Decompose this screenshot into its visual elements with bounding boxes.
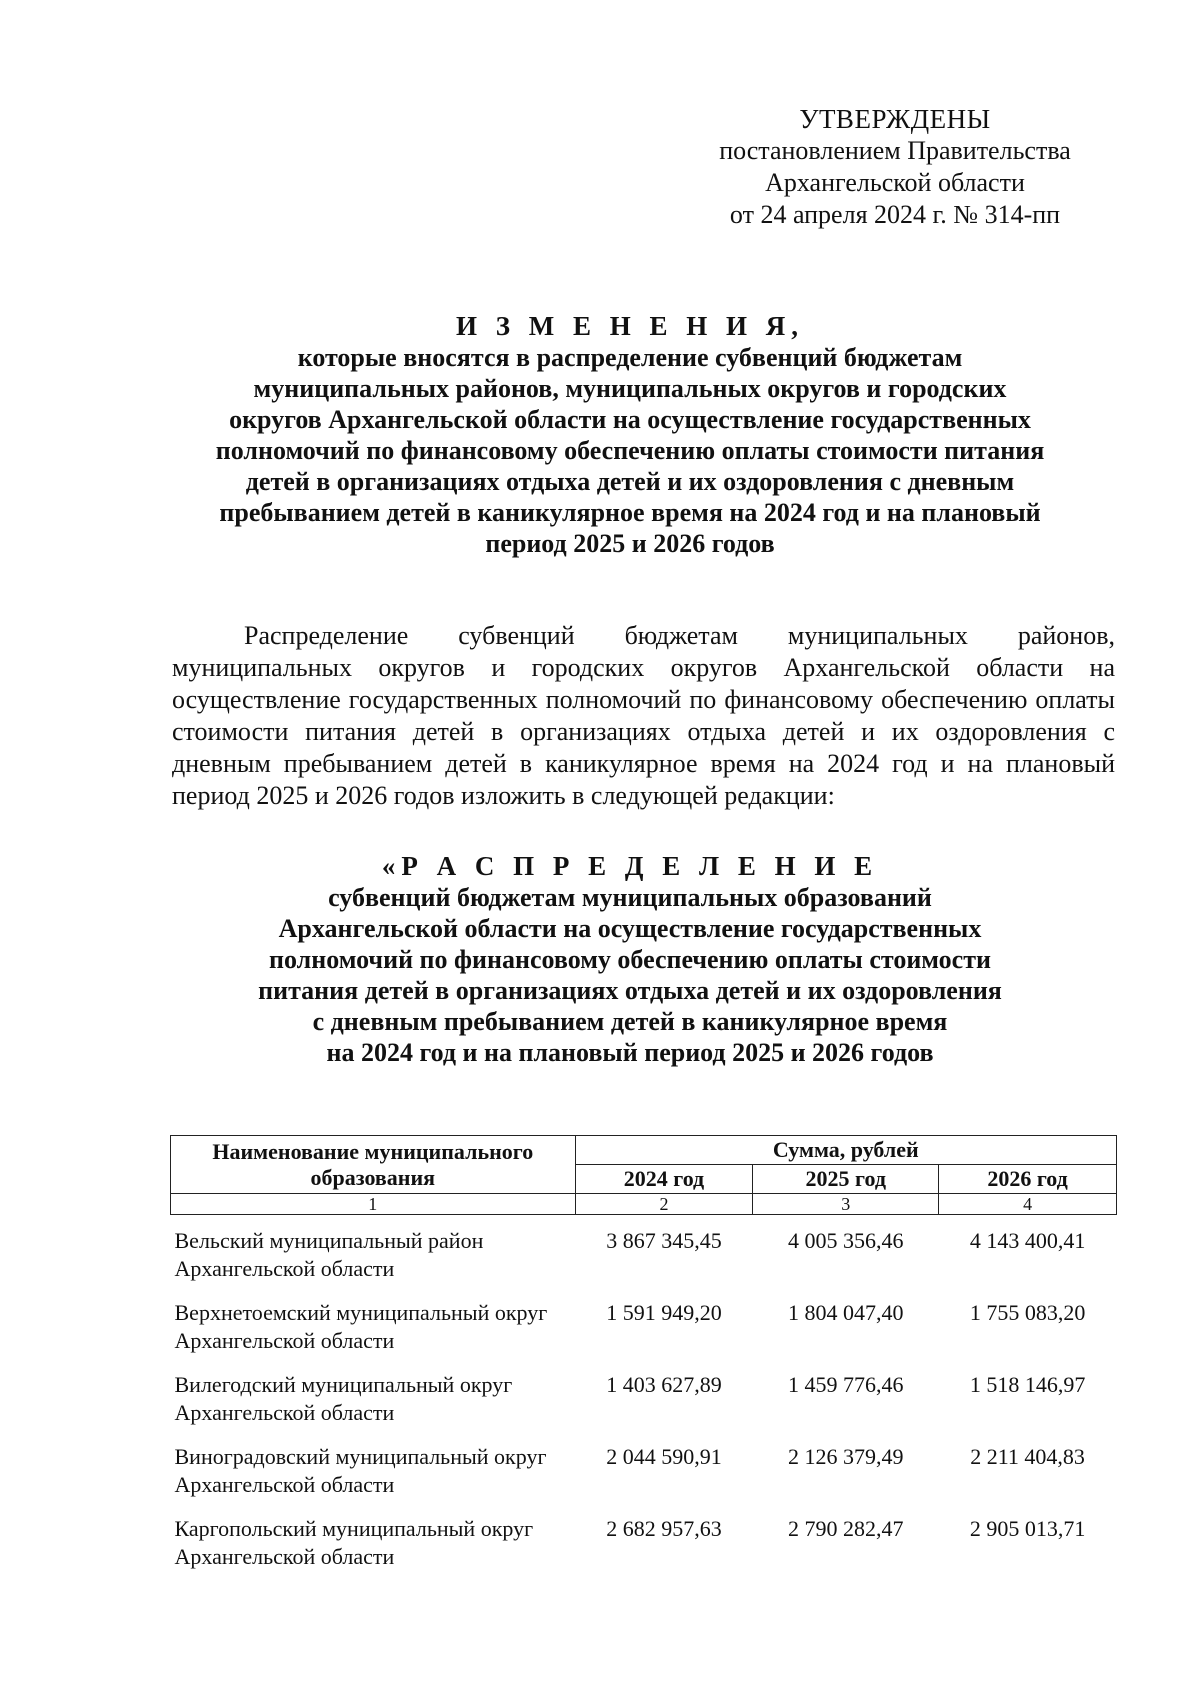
changes-title: И З М Е Н Е Н И Я, xyxy=(455,311,804,341)
amount-2025: 4 005 356,46 xyxy=(788,1228,904,1253)
table-row xyxy=(171,1431,1117,1503)
column-header-2024: 2024 год xyxy=(575,1165,753,1194)
distribution-heading xyxy=(150,851,1110,1068)
changes-heading-line: пребыванием детей в каникулярное время на 2024 год и на плановый xyxy=(219,498,1041,527)
table-row xyxy=(171,1359,1117,1431)
table-row xyxy=(171,1287,1117,1359)
column-number: 3 xyxy=(753,1194,939,1215)
column-header-sum: Сумма, рублей xyxy=(575,1136,1116,1165)
approval-stamp xyxy=(700,103,1090,231)
amount-2026: 1 518 146,97 xyxy=(969,1372,1086,1397)
column-number: 2 xyxy=(575,1194,753,1215)
amount-2024: 2 044 590,91 xyxy=(606,1444,722,1469)
amount-2024: 3 867 345,45 xyxy=(606,1228,722,1253)
column-header-name: Наименование муниципального образования xyxy=(171,1136,576,1194)
amount-2026: 4 143 400,41 xyxy=(969,1228,1086,1253)
amount-2025: 1 459 776,46 xyxy=(788,1372,904,1397)
distribution-heading-line: Архангельской области на осуществление государственных xyxy=(278,914,982,943)
table-row xyxy=(171,1503,1117,1575)
municipality-name: Верхнетоемский муниципальный округ Архангельской области xyxy=(174,1300,548,1353)
amount-2025: 1 804 047,40 xyxy=(788,1300,904,1325)
distribution-heading-line: субвенций бюджетам муниципальных образований xyxy=(328,883,932,912)
distribution-table xyxy=(170,1135,1117,1575)
municipality-name: Каргопольский муниципальный округ Архангельской области xyxy=(174,1516,534,1569)
amount-2026: 1 755 083,20 xyxy=(969,1300,1086,1325)
table-row xyxy=(171,1215,1117,1288)
changes-heading-line: период 2025 и 2026 годов xyxy=(485,529,775,558)
approval-line-2: постановлением Правительства xyxy=(719,136,1071,165)
distribution-heading-line: на 2024 год и на плановый период 2025 и 2026 годов xyxy=(326,1038,934,1067)
column-number: 4 xyxy=(939,1194,1117,1215)
amount-2025: 2 126 379,49 xyxy=(788,1444,904,1469)
amount-2024: 1 591 949,20 xyxy=(606,1300,722,1325)
column-header-2026: 2026 год xyxy=(939,1165,1117,1194)
approval-line-3: Архангельской области xyxy=(765,168,1025,197)
amount-2026: 2 905 013,71 xyxy=(969,1516,1086,1541)
municipality-name: Вельский муниципальный район Архангельской области xyxy=(174,1228,484,1281)
changes-heading xyxy=(150,311,1110,559)
column-number: 1 xyxy=(171,1194,576,1215)
approval-line-4: от 24 апреля 2024 г. № 314-пп xyxy=(729,200,1061,229)
changes-heading-line: которые вносятся в распределение субвенций бюджетам xyxy=(297,343,963,372)
changes-heading-line: детей в организациях отдыха детей и их оздоровления с дневным xyxy=(245,467,1015,496)
distribution-heading-line: полномочий по финансовому обеспечению оплаты стоимости xyxy=(269,945,991,974)
amount-2025: 2 790 282,47 xyxy=(788,1516,904,1541)
changes-heading-line: муниципальных районов, муниципальных округов и городских xyxy=(253,374,1007,403)
distribution-heading-line: питания детей в организациях отдыха детей и их оздоровления xyxy=(258,976,1002,1005)
approval-title: УТВЕРЖДЕНЫ xyxy=(799,104,991,134)
municipality-name: Вилегодский муниципальный округ Архангельской области xyxy=(174,1372,513,1425)
changes-heading-line: округов Архангельской области на осуществление государственных xyxy=(229,405,1031,434)
distribution-heading-line: с дневным пребыванием детей в каникулярное время xyxy=(312,1007,948,1036)
municipality-name: Виноградовский муниципальный округ Архангельской области xyxy=(174,1444,547,1497)
distribution-title: «Р А С П Р Е Д Е Л Е Н И Е xyxy=(381,851,879,881)
amount-2024: 2 682 957,63 xyxy=(606,1516,722,1541)
changes-heading-line: полномочий по финансовому обеспечению оплаты стоимости питания xyxy=(215,436,1045,465)
amount-2026: 2 211 404,83 xyxy=(970,1444,1085,1469)
intro-paragraph xyxy=(172,620,1115,812)
amount-2024: 1 403 627,89 xyxy=(606,1372,722,1397)
intro-text: Распределение субвенций бюджетам муниципальных районов, муниципальных округов и городских округов Архангельской области на осуществление государственных полномочий по финансовому обеспечению оплаты стоимости питания детей в организациях отдыха детей и их оздоровления с дневным пребыванием детей в каникулярное время на 2024 год и на плановый период 2025 и 2026 годов изложить в следующей редакции: xyxy=(172,621,1115,810)
column-header-2025: 2025 год xyxy=(753,1165,939,1194)
